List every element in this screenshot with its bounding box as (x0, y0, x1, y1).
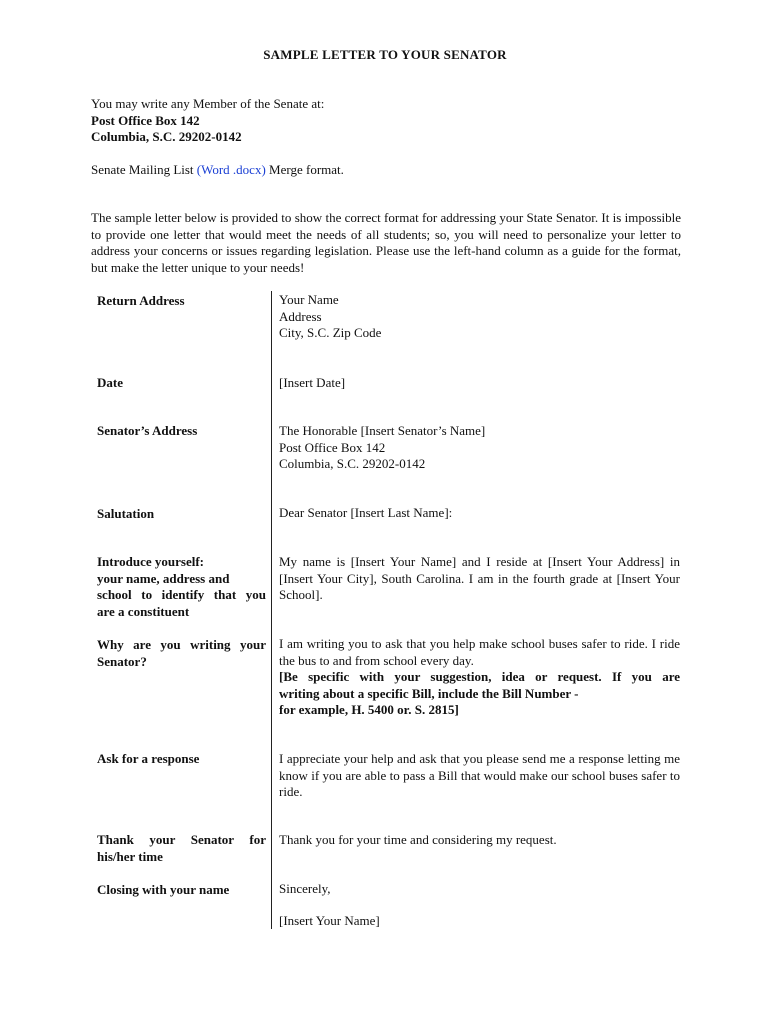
value-thank-senator: Thank you for your time and considering my request. (279, 832, 557, 847)
why-label-line-1: Why are you writing your (97, 637, 266, 652)
introduce-label-line-4: are a constituent (97, 603, 190, 619)
value-introduce: My name is [Insert Your Name] and I reside at [Insert Your Address] in [Insert Your City], South Carolina. I am in the fourth grade at [Insert Your School]. (279, 554, 680, 602)
label-return-address: Return Address (97, 293, 185, 308)
value-why-writing (279, 636, 680, 719)
label-thank-senator (97, 832, 266, 865)
senator-city-line: Columbia, S.C. 29202-0142 (279, 456, 426, 471)
senate-address-line-1: Post Office Box 142 (91, 112, 200, 128)
why-label-line-2: Senator? (97, 653, 147, 669)
label-why-writing (97, 637, 266, 670)
mailing-list-prefix: Senate Mailing List (91, 162, 197, 177)
thank-label-line-1: Thank your Senator for (97, 832, 266, 847)
return-name: Your Name (279, 292, 339, 307)
label-date: Date (97, 375, 123, 390)
value-salutation: Dear Senator [Insert Last Name]: (279, 505, 453, 520)
label-introduce (97, 554, 266, 620)
why-text: I am writing you to ask that you help make school buses safer to ride. I ride the bus to and from school every day. (279, 636, 680, 668)
senator-name-line: The Honorable [Insert Senator’s Name] (279, 423, 486, 438)
value-insert-name: [Insert Your Name] (279, 913, 380, 928)
why-bold-line-1: [Be specific with your suggestion, idea or request. If you are (279, 669, 680, 684)
value-closing: Sincerely, (279, 881, 331, 896)
thank-label-line-2: his/her time (97, 848, 163, 864)
value-senator-address (279, 423, 680, 473)
intro-line: You may write any Member of the Senate at: (91, 96, 325, 111)
value-return-address (279, 292, 680, 342)
mailing-list-line (91, 162, 344, 178)
value-ask-response: I appreciate your help and ask that you please send me a response letting me know if you are able to pass a Bill that would make our school buses safer to ride. (279, 751, 680, 799)
why-bold-line-2: writing about a specific Bill, include the Bill Number - (279, 685, 579, 701)
senate-address-line-2: Columbia, S.C. 29202-0142 (91, 129, 242, 144)
senator-box-line: Post Office Box 142 (279, 439, 386, 455)
column-divider (271, 291, 272, 929)
intro-block (91, 96, 324, 146)
document-title: SAMPLE LETTER TO YOUR SENATOR (263, 47, 507, 62)
label-salutation: Salutation (97, 506, 155, 521)
mailing-list-suffix: Merge format. (265, 162, 344, 177)
word-docx-link[interactable]: (Word .docx) (196, 162, 266, 177)
introduce-label-line-3: school to identify that you (97, 587, 266, 602)
value-date: [Insert Date] (279, 375, 346, 390)
why-bold-line-3: for example, H. 5400 or. S. 2815] (279, 702, 459, 717)
label-senator-address: Senator’s Address (97, 423, 198, 438)
label-ask-response: Ask for a response (97, 751, 200, 766)
introduce-label-line-1: Introduce yourself: (97, 554, 205, 569)
label-closing: Closing with your name (97, 882, 230, 897)
return-address: Address (279, 308, 322, 324)
instructions-paragraph: The sample letter below is provided to show the correct format for addressing your State Senator. It is impossible to provide one letter that would meet the needs of all students; so, you will need to personalize your letter to address your concerns or issues regarding legislation. Please use the left-hand column as a guide for the format, but make the letter unique to your needs! (91, 210, 681, 275)
return-city: City, S.C. Zip Code (279, 325, 382, 340)
introduce-label-line-2: your name, address and (97, 570, 230, 586)
